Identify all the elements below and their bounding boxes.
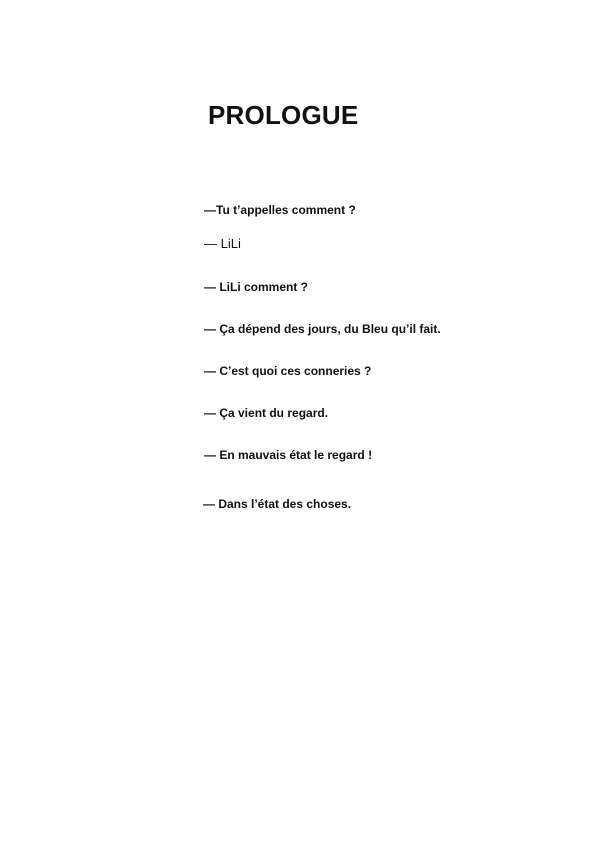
dialogue-line-4: — Ça dépend des jours, du Bleu qu’il fait. [204, 322, 441, 336]
page-title: PROLOGUE [208, 100, 359, 130]
dialogue-line-7: — En mauvais état le regard ! [204, 448, 373, 462]
dialogue-line-6: — Ça vient du regard. [204, 406, 329, 420]
dialogue-line-5: — C’est quoi ces conneries ? [204, 364, 372, 378]
dialogue-line-3: — LiLi comment ? [204, 280, 309, 294]
dialogue-line-1: —Tu t’appelles comment ? [204, 203, 356, 217]
dialogue-line-8: — Dans l’état des choses. [203, 497, 352, 511]
dialogue-line-2: — LiLi [204, 236, 241, 251]
